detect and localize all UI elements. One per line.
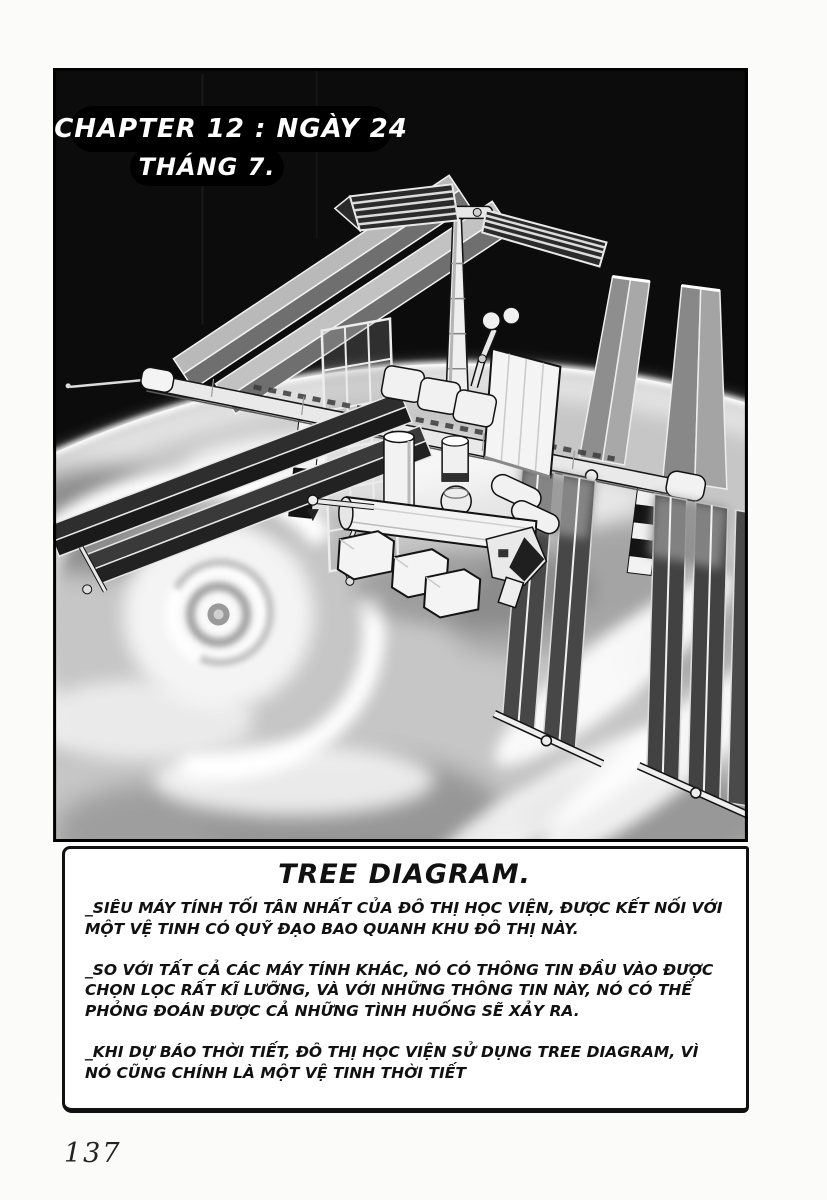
scan-streak xyxy=(316,68,318,238)
chapter-title-line2 xyxy=(130,148,284,186)
info-paragraph-1: _SIÊU MÁY TÍNH TỐI TÂN NHẤT CỦA ĐÔ THỊ HỌC VIỆN, ĐƯỢC KẾT NỐI VỚI MỘT VỆ TINH CÓ QUỸ ĐẠO BAO QUANH KHU ĐÔ THỊ NÀY. xyxy=(85,899,723,938)
chapter-title-line1 xyxy=(54,106,408,152)
hex-module xyxy=(338,531,394,579)
info-box-title: TREE DIAGRAM. xyxy=(278,859,531,890)
arm-sphere xyxy=(482,312,500,330)
info-box xyxy=(62,846,749,1113)
chapter-title-text-1: CHAPTER 12 : NGÀY 24 xyxy=(54,114,408,144)
chapter-title-text-2: THÁNG 7. xyxy=(138,153,276,181)
arm-sphere xyxy=(503,307,520,324)
info-paragraph-2: _SO VỚI TẤT CẢ CÁC MÁY TÍNH KHÁC, NÓ CÓ THÔNG TIN ĐẦU VÀO ĐƯỢC CHỌN LỌC RẤT KĨ LƯỠNG, VÀ VỚI NHỮNG THÔNG TIN NÀY, NÓ CÓ THỂ PHỎNG ĐOÁN ĐƯỢC CẢ NHỮNG TÌNH HUỐNG SẼ XẢY RA. xyxy=(85,960,714,1021)
info-paragraph-3: _KHI DỰ BÁO THỜI TIẾT, ĐÔ THỊ HỌC VIỆN SỬ DỤNG TREE DIAGRAM, VÌ NÓ CŨNG CHÍNH LÀ MỘT VỆ TINH THỜI TIẾT xyxy=(85,1042,699,1082)
hex-module xyxy=(424,569,480,617)
page-number: 137 xyxy=(64,1138,122,1169)
